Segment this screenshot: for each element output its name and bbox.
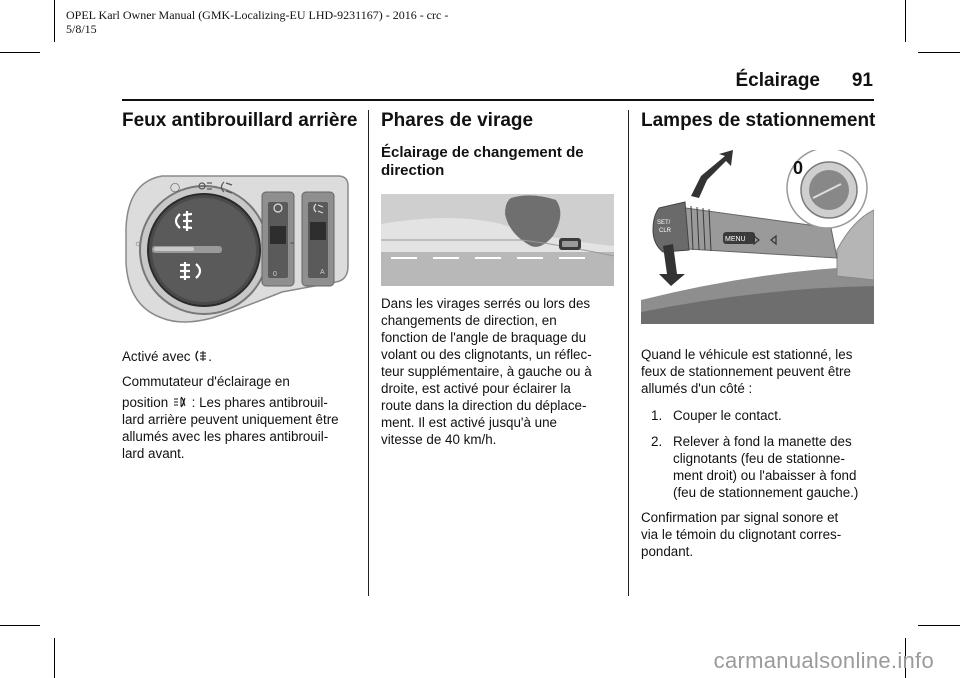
step-number: 2. — [651, 434, 663, 449]
activated-line — [122, 348, 358, 365]
switch-line: lard arrière peuvent uniquement être — [122, 412, 339, 427]
body-line: route dans la direction du déplace- — [381, 398, 587, 413]
set-clr-label: SET/ — [657, 220, 671, 226]
menu-label: MENU — [725, 236, 746, 243]
crop-mark — [54, 638, 55, 678]
intro-line: allumés d'un côté : — [641, 381, 753, 396]
step-line: clignotants (feu de stationne- — [673, 451, 845, 466]
car-icon — [559, 238, 581, 250]
light-switch-figure — [122, 168, 354, 338]
switch-line-2-prefix: position — [122, 395, 169, 410]
svg-text:◯: ◯ — [170, 182, 181, 192]
confirm-line: pondant. — [641, 544, 694, 559]
subsection-title-turn-lighting: Éclairage de changement de direction — [381, 144, 584, 179]
section-title-rear-fog: Feux antibrouillard arrière — [122, 110, 358, 131]
confirm-line: via le témoin du clignotant corres- — [641, 527, 842, 542]
column-rear-fog — [122, 110, 358, 132]
activated-suffix: . — [208, 349, 212, 364]
header-rule — [122, 99, 874, 101]
col3-body — [641, 346, 877, 560]
col2-body — [381, 295, 617, 448]
column-divider — [628, 110, 629, 596]
step-line: Relever à fond la manette des — [673, 434, 852, 449]
running-head-section: Éclairage — [735, 70, 820, 91]
intro-line: feux de stationnement peuvent être — [641, 364, 851, 379]
column-parking-lamps — [641, 110, 876, 132]
step-line: Couper le contact. — [673, 408, 782, 423]
crop-mark — [918, 625, 960, 626]
switch-label-zero: 0 — [273, 271, 277, 278]
cornering-light-figure — [381, 194, 614, 286]
switch-line-2 — [122, 394, 358, 411]
meta-line-2: 5/8/15 — [66, 22, 97, 36]
body-line: vitesse de 40 km/h. — [381, 432, 497, 447]
body-line: Dans les virages serrés ou lors des — [381, 296, 591, 311]
body-line: changements de direction, en — [381, 313, 557, 328]
body-line: droite, est activé pour éclairer la — [381, 381, 571, 396]
step-line: (feu de stationnement gauche.) — [673, 485, 859, 500]
body-line: ment. Il est activé jusqu'à une — [381, 415, 557, 430]
meta-line-1: OPEL Karl Owner Manual (GMK-Localizing-EU LHD-9231167) - 2016 - crc - — [66, 8, 449, 22]
intro-line: Quand le véhicule est stationné, les — [641, 347, 853, 362]
column-divider — [368, 110, 369, 596]
step-item — [641, 407, 877, 424]
ignition-zero-label: 0 — [793, 158, 804, 178]
step-number: 1. — [651, 408, 663, 423]
steps-list — [641, 407, 877, 501]
svg-text:CLR: CLR — [659, 228, 672, 234]
activated-text: Activé avec — [122, 349, 191, 364]
switch-label-auto: A — [320, 269, 325, 276]
switch-label-minus: - — [290, 235, 294, 249]
switch-line: lard avant. — [122, 446, 185, 461]
body-line: fonction de l'angle de braquage du — [381, 330, 587, 345]
switch-line-2-suffix: : Les phares antibrouil- — [191, 395, 328, 410]
crop-mark — [905, 0, 906, 42]
section-title-parking: Lampes de stationnement — [641, 110, 876, 131]
crop-mark — [54, 0, 55, 42]
col1-body — [122, 348, 358, 462]
step-item — [641, 433, 877, 501]
svg-text:☼: ☼ — [134, 238, 143, 248]
rear-fog-icon — [194, 349, 208, 363]
fog-lamp-icon — [172, 395, 188, 409]
confirm-line: Confirmation par signal sonore et — [641, 510, 839, 525]
watermark: carmanualsonline.info — [713, 648, 934, 673]
crop-mark — [0, 52, 40, 53]
body-line: teur supplémentaire, à gauche ou à — [381, 364, 592, 379]
document-meta — [66, 8, 546, 36]
crop-mark — [918, 52, 960, 53]
switch-line: allumés avec les phares antibrouil- — [122, 429, 329, 444]
step-line: ment droit) ou l'abaisser à fond — [673, 468, 857, 483]
switch-line-1: Commutateur d'éclairage en — [122, 374, 290, 389]
page-number: 91 — [851, 70, 873, 91]
body-line: volant ou des clignotants, un réflec- — [381, 347, 592, 362]
turn-stalk-figure — [641, 150, 874, 324]
section-title-cornering: Phares de virage — [381, 110, 534, 131]
column-cornering-lights — [381, 110, 613, 180]
crop-mark — [0, 625, 40, 626]
